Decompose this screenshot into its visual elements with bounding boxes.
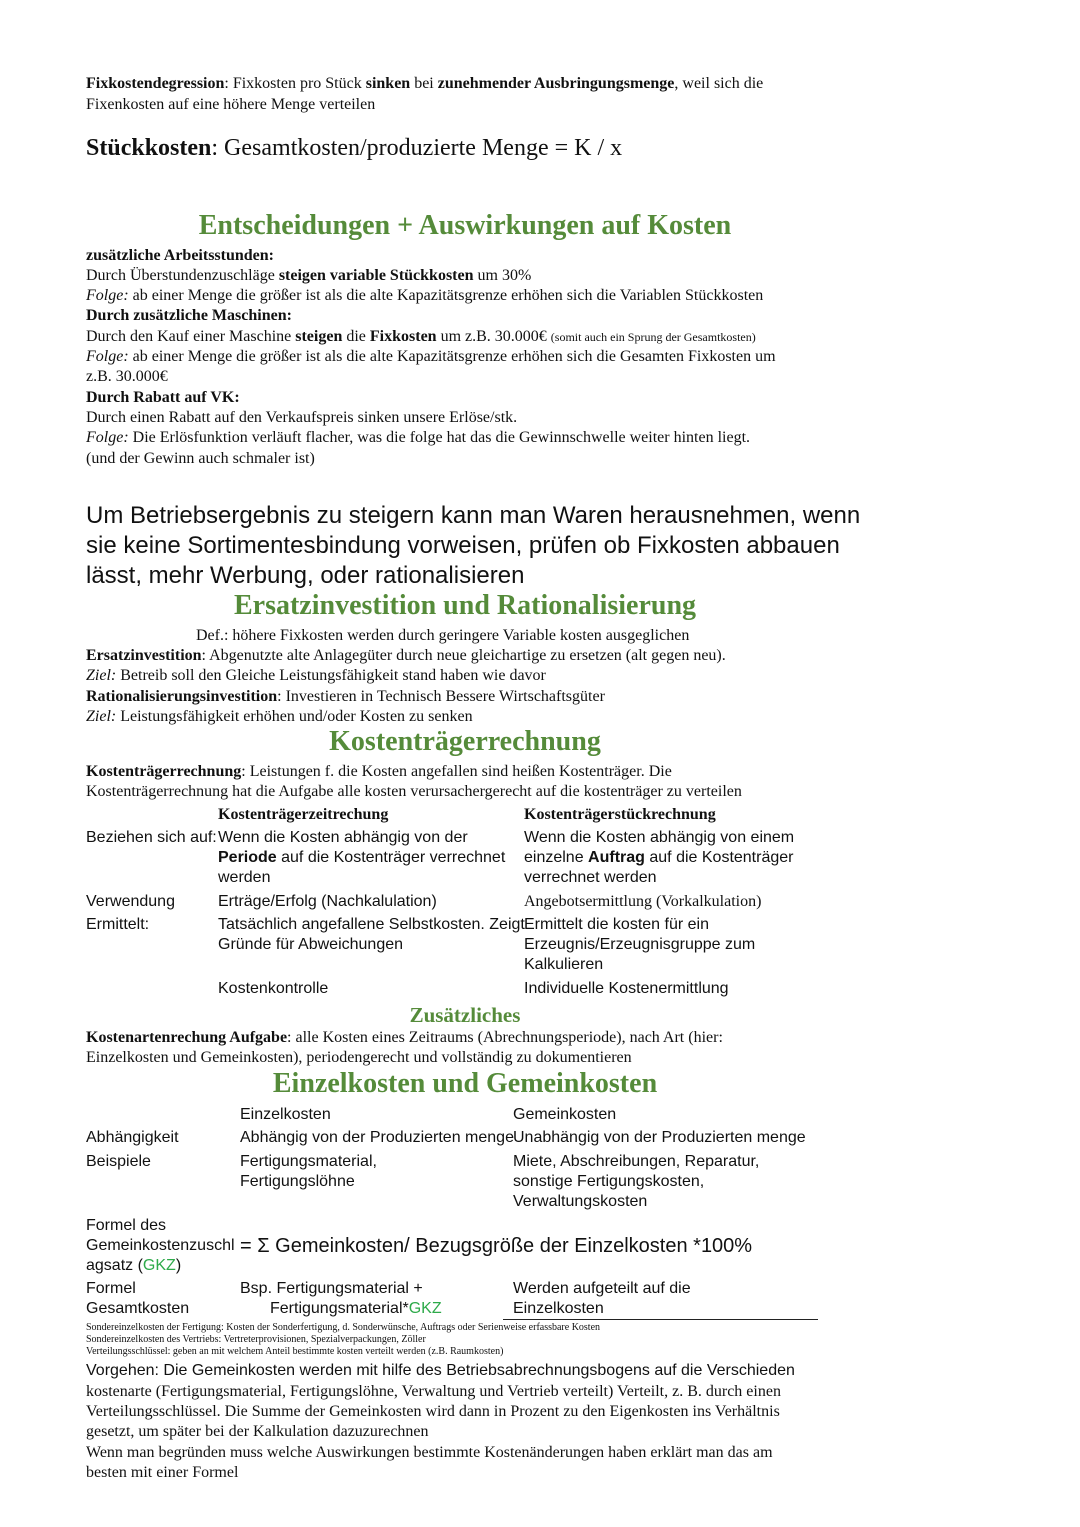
stueckkosten-line <box>86 133 622 163</box>
eg-cell: Werden aufgeteilt auf die <box>513 1280 691 1297</box>
divider <box>503 1319 818 1320</box>
eg-cell: Abhängig von der Produzierten menge <box>240 1129 514 1146</box>
text: um z.B. 30.000€ <box>436 328 551 345</box>
text: einzelne <box>524 849 589 866</box>
kt-cell: Erträge/Erfolg (Nachkalulation) <box>218 893 437 910</box>
ersatz-line4 <box>86 707 473 727</box>
eg-row-label-beispiele: Beispiele <box>86 1153 151 1170</box>
text: Durch Überstundenzuschläge <box>86 267 279 284</box>
eg-row-label-formel-gkz: Formel des <box>86 1217 167 1234</box>
text: Die Erlösfunktion verläuft flacher, was die folge hat das die Gewinnschwelle weiter hinten liegt. <box>128 429 751 446</box>
text-bold: zunehmender Ausbringungsmenge <box>437 75 675 92</box>
text: bei <box>410 75 438 92</box>
text-bold: zusätzliche Arbeitsstunden: <box>86 247 274 264</box>
ent-line1 <box>86 246 274 266</box>
ent-line4 <box>86 306 292 326</box>
ersatz-definition: Def.: höhere Fixkosten werden durch geringere Variable kosten ausgeglichen <box>196 627 690 644</box>
gkz-label: GKZ <box>142 1257 176 1274</box>
heading-einzelkosten-gemeinkosten: Einzelkosten und Gemeinkosten <box>272 1068 658 1099</box>
vorgehen-line2: kostenarte (Fertigungsmaterial, Fertigungslöhne, Verwaltung und Vertrieb verteilt) Verteilt, z. B. durch einen <box>86 1383 781 1400</box>
term-stueckkosten: Stückkosten <box>86 135 212 161</box>
eg-row-label-gesamtkosten: Gesamtkosten <box>86 1300 190 1317</box>
heading-kostentraegerrechnung: Kostenträgerrechnung <box>329 726 601 757</box>
eg-cell: Unabhängig von der Produzierten menge <box>513 1129 806 1146</box>
eg-cell: sonstige Fertigungskosten, <box>513 1173 705 1190</box>
text-bold: Kostenartenrechung Aufgabe <box>86 1029 288 1046</box>
text-bold: Kostenträgerrechnung <box>86 763 242 780</box>
kt-cell: Gründe für Abweichungen <box>218 936 404 953</box>
kt-cell: Kalkulieren <box>524 956 604 973</box>
note-verteilungsschluessel: Verteilungsschlüssel: geben an mit welchem Anteil bestimmte kosten verteilt werden (z.B. Raumkosten) <box>86 1346 504 1357</box>
ersatz-line1 <box>86 646 726 666</box>
kt-cell: verrechnet werden <box>524 869 657 886</box>
eg-row-label-formel-gkz <box>86 1256 181 1276</box>
text: auf die Kostenträger verrechnet <box>276 849 506 866</box>
kt-cell <box>218 848 505 868</box>
eg-cell: Bsp. Fertigungsmaterial + <box>240 1280 423 1297</box>
text-italic: Ziel: <box>86 708 117 725</box>
text: Betreib soll den Gleiche Leistungsfähigkeit stand haben wie davor <box>116 667 546 684</box>
text: : alle Kosten eines Zeitraums (Abrechnungsperiode), nach Art (hier: <box>287 1029 723 1046</box>
vorgehen-line1: Vorgehen: Die Gemeinkosten werden mit hilfe des Betriebsabrechnungsbogens auf die Verschieden <box>86 1362 795 1379</box>
text-bold: Durch Rabatt auf VK: <box>86 389 240 406</box>
ent-line2 <box>86 266 531 286</box>
text: ab einer Menge die größer ist als die alte Kapazitätsgrenze erhöhen sich die Gesamten Fixkosten um <box>128 348 776 365</box>
ent-line9: Durch einen Rabatt auf den Verkaufspreis sinken unsere Erlöse/stk. <box>86 409 518 426</box>
text: ab einer Menge die größer ist als die alte Kapazitätsgrenze erhöhen sich die Variablen Stückkosten <box>128 287 764 304</box>
betrieb-line3: lässt, mehr Werbung, oder rationalisieren <box>86 562 525 589</box>
text-bold: Rationalisierungsinvestition <box>86 688 278 705</box>
kt-cell: Tatsächlich angefallene Selbstkosten. Zeigt <box>218 916 525 933</box>
eg-col-header-gemein: Gemeinkosten <box>513 1106 617 1123</box>
ent-line8 <box>86 388 240 408</box>
text: Durch den Kauf einer Maschine <box>86 328 296 345</box>
kt-col-header-stueck: Kostenträgerstückrechnung <box>524 806 716 823</box>
heading-zusaetzliches: Zusätzliches <box>409 1003 521 1027</box>
text-bold: Fixkosten <box>369 328 437 345</box>
ent-line6 <box>86 347 776 367</box>
text-italic: Folge: <box>86 429 129 446</box>
text: , weil sich die <box>674 75 764 92</box>
text: Leistungsfähigkeit erhöhen und/oder Kosten zu senken <box>116 708 473 725</box>
zus-line1 <box>86 1028 723 1048</box>
text-italic: Folge: <box>86 287 129 304</box>
kt-cell: Kostenkontrolle <box>218 980 329 997</box>
kt-cell: Individuelle Kostenermittlung <box>524 980 729 997</box>
text: : Gesamtkosten/produzierte Menge = K / x <box>211 135 623 161</box>
kt-cell: werden <box>218 869 271 886</box>
gkz-label: GKZ <box>408 1300 442 1317</box>
kt-cell: Angebotsermittlung (Vorkalkulation) <box>524 893 762 910</box>
kt-cell <box>524 848 793 868</box>
ent-line10 <box>86 428 750 448</box>
text-bold: steigen <box>295 328 343 345</box>
kt-line1 <box>86 762 672 782</box>
text: ) <box>175 1257 182 1274</box>
gkz-formula: = Σ Gemeinkosten/ Bezugsgröße der Einzelkosten *100% <box>240 1235 753 1257</box>
kt-cell: Erzeugnis/Erzeugnisgruppe zum <box>524 936 756 953</box>
eg-cell: Miete, Abschreibungen, Reparatur, <box>513 1153 760 1170</box>
text-italic: Folge: <box>86 348 129 365</box>
eg-row-label-abhaengigkeit: Abhängigkeit <box>86 1129 179 1146</box>
term-fixkostendegression: Fixkostendegression <box>86 75 225 92</box>
eg-cell: Verwaltungskosten <box>513 1193 648 1210</box>
text-bold: sinken <box>365 75 411 92</box>
eg-cell: Einzelkosten <box>513 1300 604 1317</box>
note-sondereinzelkosten-fertigung: Sondereinzelkosten der Fertigung: Kosten der Sonderfertigung, d. Sonderwünsche, Auftrags oder Serienweise erfassbare Kosten <box>86 1322 601 1333</box>
vorgehen-line4: gesetzt, um später bei der Kalkulation dazuzurechnen <box>86 1423 429 1440</box>
text: : Leistungen f. die Kosten angefallen sind heißen Kostenträger. Die <box>241 763 672 780</box>
fixkostendegression-line <box>86 74 763 94</box>
betrieb-line1: Um Betriebsergebnis zu steigern kann man Waren herausnehmen, wenn <box>86 502 861 529</box>
kt-cell: Wenn die Kosten abhängig von der <box>218 829 468 846</box>
kt-row-label-beziehen: Beziehen sich auf: <box>86 829 217 846</box>
ent-line3 <box>86 286 763 306</box>
text: die <box>342 328 370 345</box>
kt-cell: Ermittelt die kosten für ein <box>524 916 709 933</box>
ersatz-line2 <box>86 666 546 686</box>
text: agsatz ( <box>86 1257 143 1274</box>
text-bold: Ersatzinvestition <box>86 647 202 664</box>
ent-line11: (und der Gewinn auch schmaler ist) <box>86 450 315 467</box>
zus-line2: Einzelkosten und Gemeinkosten), periodengerecht und vollständig zu dokumentieren <box>86 1049 632 1066</box>
kt-line2: Kostenträgerrechnung hat die Aufgabe alle kosten verursachergerecht auf die kostenträger zu verteilen <box>86 783 742 800</box>
text-bold: Durch zusätzliche Maschinen: <box>86 307 292 324</box>
text-bold: steigen variable Stückkosten <box>278 267 474 284</box>
heading-entscheidungen: Entscheidungen + Auswirkungen auf Kosten <box>198 210 732 241</box>
ent-line5 <box>86 327 756 347</box>
kt-cell: Wenn die Kosten abhängig von einem <box>524 829 795 846</box>
heading-ersatzinvestition: Ersatzinvestition und Rationalisierung <box>233 590 697 621</box>
text: um 30% <box>473 267 532 284</box>
ersatz-line3 <box>86 687 605 707</box>
kt-col-header-zeit: Kostenträgerzeitrechung <box>218 806 389 823</box>
eg-row-label-gesamtkosten: Formel <box>86 1280 136 1297</box>
text: auf die Kostenträger <box>644 849 794 866</box>
kt-row-label-verwendung: Verwendung <box>86 893 175 910</box>
text: : Fixkosten pro Stück <box>224 75 366 92</box>
text: Fertigungsmaterial* <box>270 1300 409 1317</box>
text-bold: Periode <box>218 849 277 866</box>
text-small: (somit auch ein Sprung der Gesamtkosten) <box>550 330 756 344</box>
vorgehen-line6: besten mit einer Formel <box>86 1464 239 1481</box>
fixkostendegression-line2: Fixenkosten auf eine höhere Menge verteilen <box>86 96 376 113</box>
vorgehen-line5: Wenn man begründen muss welche Auswirkungen bestimmte Kostenänderungen haben erklärt man das am <box>86 1444 773 1461</box>
ent-line7: z.B. 30.000€ <box>86 368 168 385</box>
note-sondereinzelkosten-vertrieb: Sondereinzelkosten des Vertriebs: Vertreterprovisionen, Spezialverpackungen, Zöller <box>86 1334 426 1345</box>
eg-cell: Fertigungsmaterial, <box>240 1153 377 1170</box>
eg-cell: Fertigungslöhne <box>240 1173 355 1190</box>
text-bold: Auftrag <box>588 849 645 866</box>
eg-col-header-einzel: Einzelkosten <box>240 1106 331 1123</box>
text: : Abgenutzte alte Anlagegüter durch neue gleichartige zu ersetzen (alt gegen neu). <box>201 647 726 664</box>
eg-cell <box>270 1299 442 1319</box>
kt-row-label-ermittelt: Ermittelt: <box>86 916 150 933</box>
vorgehen-line3: Verteilungsschlüssel. Die Summe der Gemeinkosten wird dann in Prozent zu den Eigenkosten ins Verhältnis <box>86 1403 780 1420</box>
text-italic: Ziel: <box>86 667 117 684</box>
text: : Investieren in Technisch Bessere Wirtschaftsgüter <box>277 688 605 705</box>
eg-row-label-formel-gkz: Gemeinkostenzuschl <box>86 1237 235 1254</box>
betrieb-line2: sie keine Sortimentesbindung vorweisen, prüfen ob Fixkosten abbauen <box>86 532 840 559</box>
